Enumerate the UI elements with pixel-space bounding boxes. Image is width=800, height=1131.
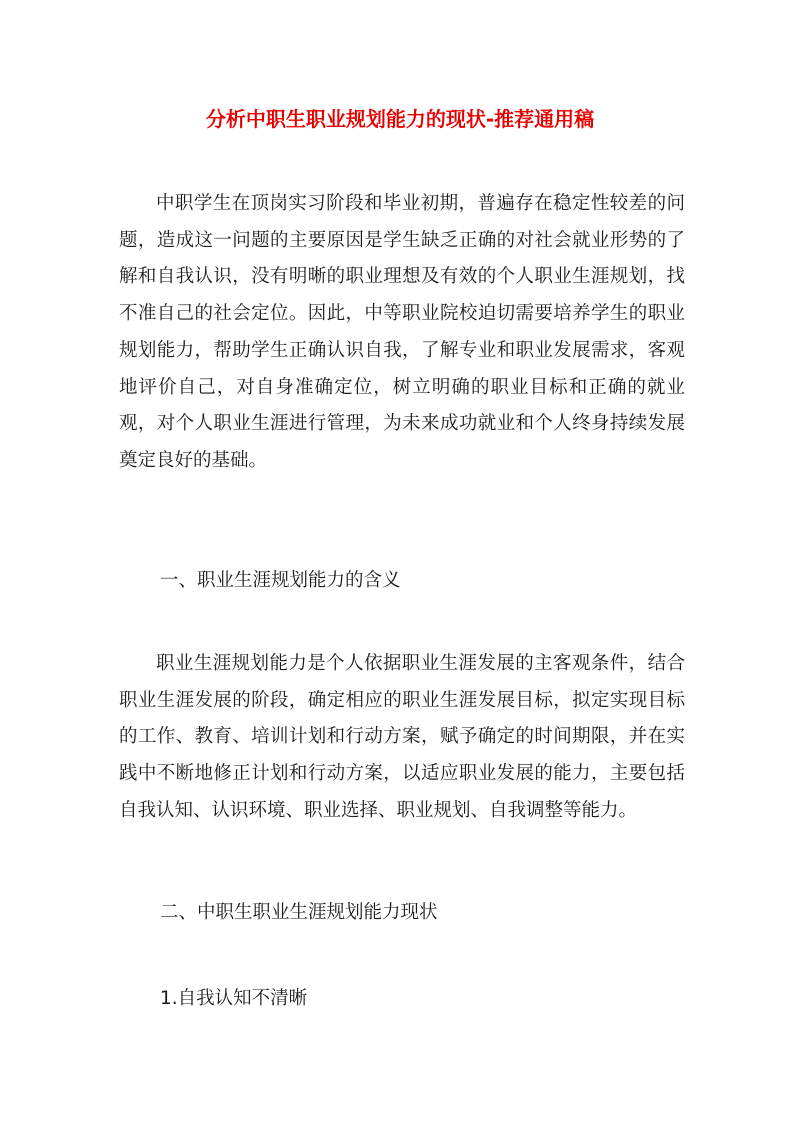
section-heading-1: 一、职业生涯规划能力的含义 [160, 570, 401, 591]
definition-paragraph: 职业生涯规划能力是个人依据职业生涯发展的主客观条件，结合职业生涯发展的阶段，确定相应的职业生涯发展目标，拟定实现目标的工作、教育、培训计划和行动方案，赋予确定的时间期限，并在实践中不断地修正计划和行动方案，以适应职业发展的能力，主要包括自我认知、认识环境、职业选择、职业规划、自我调整等能力。 [119, 653, 685, 821]
subsection-heading-1: 1.自我认知不清晰 [160, 988, 308, 1009]
intro-paragraph: 中职学生在顶岗实习阶段和毕业初期，普遍存在稳定性较差的问题，造成这一问题的主要原因是学生缺乏正确的对社会就业形势的了解和自我认识，没有明晰的职业理想及有效的个人职业生涯规划，找不准自己的社会定位。因此，中等职业院校迫切需要培养学生的职业规划能力，帮助学生正确认识自我，了解专业和职业发展需求，客观地评价自己，对自身准确定位，树立明确的职业目标和正确的就业观，对个人职业生涯进行管理，为未来成功就业和个人终身持续发展奠定良好的基础。 [119, 193, 685, 471]
section-heading-2: 二、中职生职业生涯规划能力现状 [160, 902, 438, 923]
document-title: 分析中职生职业规划能力的现状-推荐通用稿 [205, 107, 595, 131]
